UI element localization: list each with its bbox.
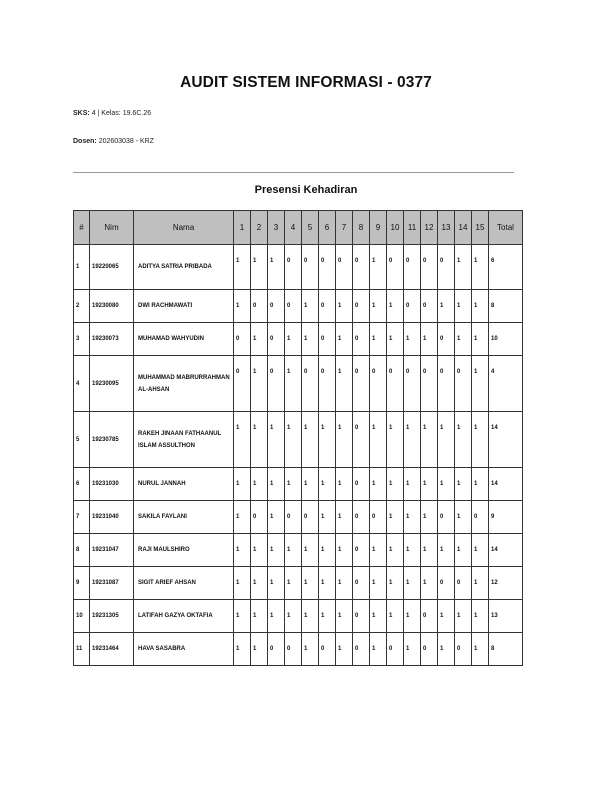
attendance-mark: 0 (285, 501, 302, 534)
attendance-mark: 1 (285, 600, 302, 633)
attendance-mark: 1 (370, 412, 387, 468)
row-number: 7 (74, 501, 90, 534)
attendance-mark: 0 (336, 245, 353, 290)
attendance-mark: 1 (387, 501, 404, 534)
student-name: MUHAMAD WAHYUDIN (134, 323, 234, 356)
attendance-mark: 0 (421, 600, 438, 633)
attendance-mark: 0 (421, 245, 438, 290)
attendance-mark: 1 (455, 468, 472, 501)
table-row (74, 633, 523, 666)
attendance-mark: 1 (370, 600, 387, 633)
row-number: 9 (74, 567, 90, 600)
attendance-mark: 1 (285, 323, 302, 356)
attendance-mark: 1 (421, 412, 438, 468)
course-title: AUDIT SISTEM INFORMASI - 0377 (180, 74, 432, 91)
attendance-mark: 1 (234, 633, 251, 666)
attendance-mark: 0 (353, 323, 370, 356)
student-nim: 19231047 (90, 534, 134, 567)
attendance-mark: 1 (336, 567, 353, 600)
attendance-mark: 0 (353, 501, 370, 534)
attendance-mark: 1 (336, 356, 353, 412)
column-header: 1 (234, 211, 251, 245)
attendance-mark: 1 (251, 534, 268, 567)
table-row (74, 245, 523, 290)
attendance-mark: 0 (404, 290, 421, 323)
row-number: 10 (74, 600, 90, 633)
attendance-mark: 1 (234, 245, 251, 290)
attendance-mark: 1 (319, 534, 336, 567)
attendance-mark: 0 (268, 323, 285, 356)
attendance-mark: 1 (438, 600, 455, 633)
attendance-mark: 1 (336, 290, 353, 323)
attendance-mark: 0 (285, 245, 302, 290)
attendance-mark: 1 (285, 567, 302, 600)
attendance-mark: 0 (353, 567, 370, 600)
student-name: LATIFAH GAZYA OKTAFIA (134, 600, 234, 633)
attendance-mark: 0 (268, 356, 285, 412)
attendance-mark: 1 (336, 468, 353, 501)
column-header: 6 (319, 211, 336, 245)
attendance-mark: 1 (251, 600, 268, 633)
attendance-mark: 0 (319, 356, 336, 412)
attendance-mark: 1 (268, 567, 285, 600)
attendance-mark: 0 (234, 356, 251, 412)
attendance-mark: 1 (319, 412, 336, 468)
row-number: 8 (74, 534, 90, 567)
attendance-mark: 0 (472, 501, 489, 534)
attendance-mark: 1 (370, 323, 387, 356)
attendance-mark: 0 (421, 356, 438, 412)
table-row (74, 323, 523, 356)
row-number: 5 (74, 412, 90, 468)
attendance-mark: 1 (370, 245, 387, 290)
attendance-mark: 0 (353, 600, 370, 633)
student-name: SAKILA FAYLANI (134, 501, 234, 534)
attendance-mark: 1 (404, 534, 421, 567)
attendance-mark: 1 (370, 468, 387, 501)
student-name: HAVA SASABRA (134, 633, 234, 666)
table-row (74, 534, 523, 567)
attendance-mark: 1 (387, 290, 404, 323)
attendance-mark: 1 (302, 567, 319, 600)
attendance-mark: 1 (336, 633, 353, 666)
row-number: 3 (74, 323, 90, 356)
attendance-mark: 0 (302, 356, 319, 412)
table-row (74, 356, 523, 412)
attendance-mark: 0 (455, 633, 472, 666)
attendance-mark: 1 (404, 633, 421, 666)
attendance-mark: 0 (370, 501, 387, 534)
attendance-mark: 1 (455, 323, 472, 356)
attendance-mark: 1 (268, 534, 285, 567)
attendance-mark: 1 (234, 600, 251, 633)
attendance-mark: 1 (472, 567, 489, 600)
attendance-mark: 1 (251, 356, 268, 412)
student-name: RAKEH JINAAN FATHAANUL ISLAM ASSULTHON (134, 412, 234, 468)
attendance-mark: 1 (234, 290, 251, 323)
attendance-mark: 1 (455, 501, 472, 534)
attendance-heading: Presensi Kehadiran (254, 184, 358, 196)
attendance-mark: 1 (455, 600, 472, 633)
column-header: 14 (455, 211, 472, 245)
course-info (73, 110, 151, 117)
attendance-mark: 0 (353, 633, 370, 666)
attendance-mark: 1 (438, 534, 455, 567)
table-row (74, 501, 523, 534)
attendance-mark: 1 (404, 567, 421, 600)
table-row (74, 567, 523, 600)
attendance-mark: 1 (455, 534, 472, 567)
student-nim: 19230785 (90, 412, 134, 468)
attendance-mark: 0 (438, 323, 455, 356)
attendance-mark: 1 (370, 633, 387, 666)
attendance-mark: 0 (268, 290, 285, 323)
attendance-mark: 1 (336, 323, 353, 356)
attendance-mark: 0 (404, 245, 421, 290)
table-row (74, 468, 523, 501)
attendance-mark: 1 (472, 245, 489, 290)
attendance-mark: 0 (455, 356, 472, 412)
attendance-mark: 1 (302, 600, 319, 633)
table-row (74, 600, 523, 633)
student-name: MUHAMMAD MABRURRAHMAN AL-AHSAN (134, 356, 234, 412)
attendance-mark: 1 (455, 412, 472, 468)
student-nim: 19230095 (90, 356, 134, 412)
column-header: Nama (134, 211, 234, 245)
column-header: Total (489, 211, 523, 245)
attendance-mark: 1 (421, 567, 438, 600)
attendance-mark: 1 (336, 534, 353, 567)
attendance-mark: 0 (421, 633, 438, 666)
attendance-total: 8 (489, 290, 523, 323)
attendance-mark: 1 (438, 412, 455, 468)
attendance-mark: 1 (234, 501, 251, 534)
dosen-label: Dosen: (73, 138, 97, 145)
row-number: 11 (74, 633, 90, 666)
attendance-mark: 0 (234, 323, 251, 356)
attendance-mark: 1 (404, 412, 421, 468)
attendance-header-row (74, 211, 523, 245)
attendance-mark: 1 (370, 567, 387, 600)
student-nim: 19231040 (90, 501, 134, 534)
student-nim: 19231464 (90, 633, 134, 666)
attendance-mark: 0 (319, 245, 336, 290)
column-header: 3 (268, 211, 285, 245)
attendance-total: 14 (489, 412, 523, 468)
attendance-mark: 0 (251, 501, 268, 534)
attendance-mark: 1 (285, 356, 302, 412)
student-nim: 19230073 (90, 323, 134, 356)
attendance-mark: 1 (472, 600, 489, 633)
attendance-mark: 1 (387, 412, 404, 468)
attendance-mark: 0 (353, 468, 370, 501)
attendance-mark: 1 (268, 468, 285, 501)
column-header: 12 (421, 211, 438, 245)
attendance-mark: 1 (421, 468, 438, 501)
attendance-mark: 1 (319, 468, 336, 501)
attendance-mark: 1 (472, 412, 489, 468)
attendance-mark: 0 (455, 567, 472, 600)
attendance-mark: 1 (285, 412, 302, 468)
attendance-mark: 0 (319, 290, 336, 323)
attendance-total: 13 (489, 600, 523, 633)
attendance-mark: 1 (251, 412, 268, 468)
attendance-mark: 0 (353, 290, 370, 323)
attendance-mark: 0 (251, 290, 268, 323)
column-header: Nim (90, 211, 134, 245)
attendance-total: 4 (489, 356, 523, 412)
attendance-mark: 1 (421, 534, 438, 567)
attendance-mark: 1 (302, 412, 319, 468)
attendance-mark: 1 (268, 501, 285, 534)
attendance-mark: 1 (472, 323, 489, 356)
column-header: 7 (336, 211, 353, 245)
attendance-total: 6 (489, 245, 523, 290)
attendance-mark: 0 (319, 323, 336, 356)
attendance-mark: 1 (285, 468, 302, 501)
attendance-mark: 0 (353, 534, 370, 567)
attendance-mark: 1 (438, 468, 455, 501)
attendance-mark: 1 (302, 290, 319, 323)
attendance-mark: 0 (268, 633, 285, 666)
attendance-table (73, 210, 523, 666)
attendance-total: 14 (489, 534, 523, 567)
attendance-mark: 1 (302, 468, 319, 501)
attendance-mark: 0 (387, 356, 404, 412)
attendance-total: 10 (489, 323, 523, 356)
attendance-mark: 1 (302, 633, 319, 666)
attendance-mark: 1 (404, 501, 421, 534)
attendance-mark: 1 (472, 290, 489, 323)
attendance-mark: 1 (336, 600, 353, 633)
student-nim: 19231087 (90, 567, 134, 600)
attendance-mark: 1 (438, 633, 455, 666)
attendance-mark: 1 (421, 501, 438, 534)
attendance-mark: 1 (438, 290, 455, 323)
column-header: 8 (353, 211, 370, 245)
column-header: 5 (302, 211, 319, 245)
attendance-mark: 0 (319, 633, 336, 666)
student-name: ADITYA SATRIA PRIBADA (134, 245, 234, 290)
table-row (74, 412, 523, 468)
attendance-mark: 0 (302, 245, 319, 290)
attendance-mark: 0 (387, 633, 404, 666)
attendance-mark: 1 (336, 412, 353, 468)
attendance-mark: 1 (319, 501, 336, 534)
attendance-mark: 1 (251, 245, 268, 290)
attendance-mark: 1 (387, 534, 404, 567)
attendance-mark: 1 (251, 468, 268, 501)
student-nim: 19231030 (90, 468, 134, 501)
divider (73, 172, 514, 173)
attendance-mark: 1 (234, 468, 251, 501)
attendance-mark: 1 (268, 245, 285, 290)
attendance-mark: 0 (438, 245, 455, 290)
attendance-mark: 1 (472, 356, 489, 412)
attendance-mark: 1 (268, 600, 285, 633)
attendance-mark: 1 (251, 567, 268, 600)
row-number: 6 (74, 468, 90, 501)
attendance-mark: 1 (251, 633, 268, 666)
student-name: RAJI MAULSHIRO (134, 534, 234, 567)
sks-label: SKS: (73, 110, 90, 117)
attendance-mark: 0 (285, 290, 302, 323)
attendance-mark: 0 (438, 501, 455, 534)
attendance-mark: 1 (387, 468, 404, 501)
attendance-mark: 0 (353, 356, 370, 412)
attendance-mark: 1 (387, 323, 404, 356)
attendance-mark: 1 (285, 534, 302, 567)
attendance-mark: 1 (370, 290, 387, 323)
column-header: 9 (370, 211, 387, 245)
attendance-mark: 0 (353, 245, 370, 290)
attendance-mark: 1 (234, 567, 251, 600)
attendance-mark: 1 (472, 633, 489, 666)
attendance-mark: 0 (438, 567, 455, 600)
column-header: 10 (387, 211, 404, 245)
table-row (74, 290, 523, 323)
column-header: 4 (285, 211, 302, 245)
attendance-mark: 1 (472, 534, 489, 567)
attendance-mark: 0 (285, 633, 302, 666)
attendance-mark: 1 (234, 412, 251, 468)
attendance-total: 9 (489, 501, 523, 534)
attendance-total: 14 (489, 468, 523, 501)
attendance-mark: 1 (336, 501, 353, 534)
attendance-mark: 0 (302, 501, 319, 534)
attendance-mark: 1 (455, 290, 472, 323)
attendance-mark: 1 (234, 534, 251, 567)
student-nim: 19220065 (90, 245, 134, 290)
column-header: # (74, 211, 90, 245)
student-name: NURUL JANNAH (134, 468, 234, 501)
attendance-mark: 1 (404, 468, 421, 501)
attendance-mark: 1 (370, 534, 387, 567)
row-number: 4 (74, 356, 90, 412)
attendance-mark: 0 (370, 356, 387, 412)
attendance-mark: 1 (302, 534, 319, 567)
attendance-mark: 1 (387, 567, 404, 600)
student-name: DWI RACHMAWATI (134, 290, 234, 323)
attendance-mark: 0 (421, 290, 438, 323)
attendance-mark: 1 (472, 468, 489, 501)
attendance-mark: 1 (251, 323, 268, 356)
attendance-mark: 1 (268, 412, 285, 468)
student-nim: 19231305 (90, 600, 134, 633)
column-header: 15 (472, 211, 489, 245)
column-header: 11 (404, 211, 421, 245)
column-header: 13 (438, 211, 455, 245)
attendance-mark: 1 (302, 323, 319, 356)
attendance-mark: 1 (404, 600, 421, 633)
student-nim: 19230080 (90, 290, 134, 323)
lecturer-info (73, 138, 154, 145)
attendance-total: 8 (489, 633, 523, 666)
attendance-mark: 1 (421, 323, 438, 356)
row-number: 1 (74, 245, 90, 290)
attendance-mark: 1 (455, 245, 472, 290)
attendance-mark: 0 (438, 356, 455, 412)
attendance-mark: 1 (319, 567, 336, 600)
sks-class-value: 4 | Kelas: 19.6C.26 (91, 110, 152, 117)
attendance-total: 12 (489, 567, 523, 600)
student-name: SIGIT ARIEF AHSAN (134, 567, 234, 600)
attendance-mark: 1 (404, 323, 421, 356)
row-number: 2 (74, 290, 90, 323)
attendance-mark: 0 (387, 245, 404, 290)
attendance-mark: 0 (404, 356, 421, 412)
column-header: 2 (251, 211, 268, 245)
attendance-mark: 0 (353, 412, 370, 468)
attendance-mark: 1 (319, 600, 336, 633)
dosen-value: 202603038 - KRZ (98, 138, 154, 145)
attendance-mark: 1 (387, 600, 404, 633)
